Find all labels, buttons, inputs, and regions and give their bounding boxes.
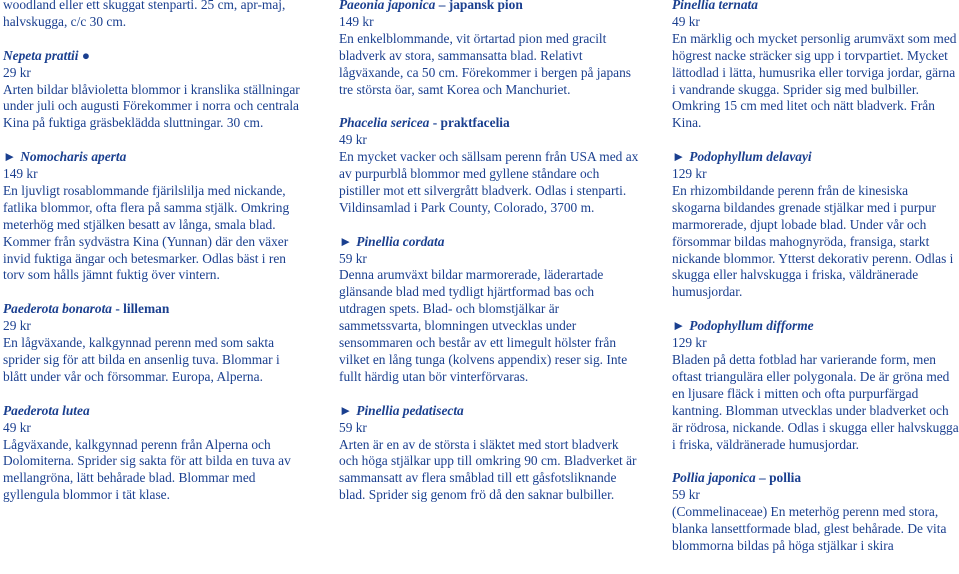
entry-pinellia-pedatisecta: [339, 403, 639, 504]
entry-nomocharis-aperta: [3, 149, 303, 284]
entry-title: [672, 470, 959, 487]
entry-latin-name: Paederota bonarota: [3, 301, 112, 317]
entry-description: En enkelblommande, vit örtartad pion med gracilt bladverk av stora, sammansatta blad. Relativt lågväxande, ca 50 cm. Förekommer i bergen på japans tre största öar, samt Korea och Manchuriet.: [339, 30, 632, 97]
entry-phacelia-sericea: [339, 115, 639, 216]
entry-pinellia-cordata: [339, 234, 639, 386]
entry-description: Arten är en av de största i släktet med stort bladverk och höga stjälkar upp till omkring 90 cm. Bladverket är sammansatt av flera småblad till ett gåsfotsliknande blad. Sprider sig genom frö då den saknar bulbiller.: [339, 436, 637, 503]
entry-price: 129 kr: [672, 335, 707, 351]
entry-description: woodland eller ett skuggat stenparti. 25 cm, apr-maj, halvskugga, c/c 30 cm.: [3, 0, 286, 29]
entry-description: En mycket vacker och sällsam perenn från USA med ax av purpurblå blommor med gyllene ståndare och pistiller mot ett silvergrått bladverk. Odlas i stenparti. Vildinsamlad i Park County, Colorado, 3700 m.: [339, 149, 639, 215]
entry-price: 49 kr: [339, 132, 367, 148]
entry-latin-name: Pinellia pedatisecta: [356, 402, 464, 418]
entry-description: En lågväxande, kalkgynnad perenn med som sakta sprider sig för att bilda en ansenlig tuva. Blommar i blått under vår och försommar. Europa, Alperna.: [3, 335, 280, 384]
entry-title: [3, 403, 303, 420]
arrow-right-icon: ►: [672, 318, 686, 334]
entry-swedish-name: - praktfacelia: [429, 115, 510, 131]
entry-paeonia-japonica: [339, 0, 639, 98]
entry-pinellia-ternata: [672, 0, 959, 132]
entry-description: Denna arumväxt bildar marmorerade, läderartade glänsande blad med tydligt hjärtformad bas och utdragen spets. Blad- och blomstjälkar är sammetssvarta, blomningen utvecklas under sensommaren och består av ett limegult hölster från vilket en lång tunga (kolvens appendix) reser sig. Inte fullt härdig utan bör vinterförvaras.: [339, 267, 628, 384]
entry-podophyllum-difforme: [672, 318, 959, 453]
entry-description: (Commelinaceae) En meterhög perenn med stora, blanka lansettformade blad, glest behårade. De vita blommorna bildas på höga stjälkar i skira: [672, 504, 947, 553]
entry-title: [672, 149, 959, 166]
entry-price: 149 kr: [3, 166, 38, 182]
entry-description: Lågväxande, kalkgynnad perenn från Alperna och Dolomiterna. Sprider sig sakta för att bilda en tuva av mellangröna, lätt behårade blad. Blommar med gyllengula blommor i tät klase.: [3, 436, 291, 503]
entry-latin-name: Podophyllum delavayi: [689, 149, 812, 165]
entry-price: 49 kr: [672, 13, 700, 29]
entry-latin-name: Podophyllum difforme: [689, 318, 814, 334]
entry-title: [672, 318, 959, 335]
entry-latin-name: Pollia japonica: [672, 470, 756, 486]
entry-description: En märklig och mycket personlig arumväxt som med högrest nacke sträcker sig upp i torvpartiet. Mycket lättodlad i lätta, humusrika eller torviga jordar, gärna i vandrande skugga. Sprider sig med bulbiller. Omkring 15 cm med litet och nätt bladverk. Från Kina.: [672, 30, 957, 131]
entry-price: 59 kr: [339, 419, 367, 435]
entry-title: [672, 0, 959, 14]
catalog-column-2: [339, 0, 639, 521]
entry-swedish-name: – japansk pion: [435, 0, 523, 12]
entry-swedish-name: - lilleman: [111, 301, 170, 317]
arrow-right-icon: ►: [3, 149, 17, 165]
entry-description: En rhizombildande perenn från de kinesiska skogarna bildandes grenade stjälkar med i purpur marmorerade, djupt lobade blad. Under vår och försommar bildas mahognyröda, fransiga, starkt nickande blommor. Ytterst dekorativ perenn. Odlas i skugga eller halvskugga i friska, väldränerade humusjordar.: [672, 182, 954, 300]
entry-description: En ljuvligt rosablommande fjärilslilja med nickande, fatlika blommor, ofta flera på samma stjälk. Omkring meterhög med stjälken besatt av långa, smala blad. Kommer från sydvästra Kina (Yunnan) där den växer invid fuktiga ängar och betesmarker. Odlas bäst i ren torv som hålls jämnt fuktig över vintern.: [3, 182, 290, 283]
entry-price: 59 kr: [672, 487, 700, 503]
arrow-right-icon: ►: [339, 402, 353, 418]
entry-price: 29 kr: [3, 318, 31, 334]
entry-latin-name: Pinellia ternata: [672, 0, 758, 12]
entry-latin-name: Paeonia japonica: [339, 0, 436, 12]
entry-price: 59 kr: [339, 250, 367, 266]
entry-latin-name: Paederota lutea: [3, 402, 90, 418]
entry-title: [339, 0, 639, 14]
entry-continuation: [3, 0, 303, 31]
entry-title: [3, 149, 303, 166]
entry-paederota-bonarota: [3, 301, 303, 386]
catalog-column-1: [3, 0, 303, 521]
entry-latin-name: Pinellia cordata: [356, 233, 445, 249]
entry-description: Bladen på detta fotblad har varierande form, men oftast triangulära eller polygonala. De är gröna med en ljusare fläck i mitten och ofta purpurfärgad kantning. Blomman utvecklas under bladverket och är rödrosa, nickande. Odlas i skugga eller halvskugga i friska, väldränerade humusjordar.: [672, 352, 959, 452]
entry-podophyllum-delavayi: [672, 149, 959, 301]
entry-swedish-name: – pollia: [755, 470, 802, 486]
entry-title: [339, 234, 639, 251]
entry-paederota-lutea: [3, 403, 303, 504]
entry-latin-name: Phacelia sericea: [339, 115, 430, 131]
entry-pollia-japonica: [672, 470, 959, 555]
entry-latin-name: Nomocharis aperta: [20, 149, 127, 165]
entry-price: 149 kr: [339, 13, 374, 29]
arrow-right-icon: ►: [339, 233, 353, 249]
entry-latin-name: Nepeta prattii: [3, 47, 79, 63]
catalog-column-3: [672, 0, 959, 572]
arrow-right-icon: ►: [672, 149, 686, 165]
entry-title: [339, 115, 639, 132]
entry-price: 129 kr: [672, 166, 707, 182]
entry-title: [3, 301, 303, 318]
entry-price: 49 kr: [3, 419, 31, 435]
entry-nepeta-prattii: [3, 48, 303, 133]
entry-marker: ●: [78, 47, 90, 63]
entry-description: Arten bildar blåvioletta blommor i kranslika ställningar under juli och augusti Förekommer i norra och centrala Kina på fuktiga gräsbeklädda sluttningar. 30 cm.: [3, 81, 300, 131]
entry-title: [339, 403, 639, 420]
entry-price: 29 kr: [3, 64, 31, 80]
entry-title: [3, 48, 303, 65]
